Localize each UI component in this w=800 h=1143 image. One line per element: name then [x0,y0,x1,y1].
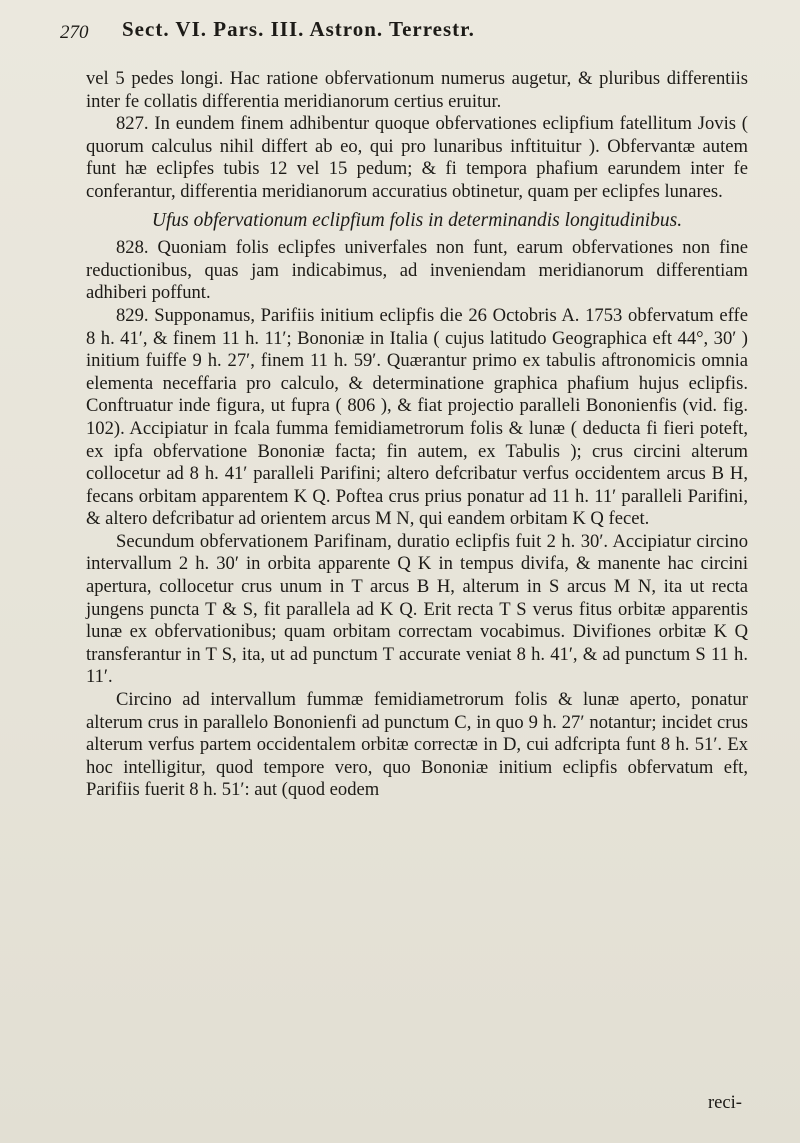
paragraph-1: vel 5 pedes longi. Hac ratione obfervationum numerus augetur, & pluribus differentiis inter fe collatis differentia meridianorum certius eruitur. [86,68,748,112]
page-number: 270 [60,22,89,43]
paragraph-829: 829. Supponamus, Parifiis initium eclipfis die 26 Octobris A. 1753 obfervatum effe 8 h. 41′, & finem 11 h. 11′; Bononiæ in Italia ( cujus latitudo Geographica eft 44°, 30′ ) initium fuiffe 9 h. 27′, finem 11 h. 59′. Quærantur primo ex tabulis aftronomicis omnia elementa neceffaria pro calculo, & determinatione graphica phafium hujus eclipfis. Conftruatur inde figura, ut fupra ( 806 ), & fiat projectio paralleli Bononienfis (vid. fig. 102). Accipiatur in fcala fumma femidiametrorum folis & lunæ ( deducta fi fieri poteft, ex ipfa obfervatione Bononiæ facta; fin autem, ex Tabulis ); crus circini alterum collocetur ad 8 h. 41′ paralleli Parifini; altero defcribatur verfus occidentem arcus B H, fecans orbitam apparentem K Q. Poftea crus prius ponatur ad 11 h. 11′ paralleli Parifini, & altero defcribatur ad orientem arcus M N, qui eandem orbitam K Q fecet. [86,304,748,530]
page-header [60,14,740,48]
section-subheading: Ufus obfervationum eclipfium folis in determinandis longitudinibus. [151,209,683,231]
paragraph-secundum: Secundum obfervationem Parifinam, duratio eclipfis fuit 2 h. 30′. Accipiatur circino intervallum 2 h. 30′ in orbita apparente Q K in tempus divifa, & manente hac circini apertura, collocetur crus unum in T arcus B H, alterum in S arcus M N, ita ut recta jungens puncta T & S, fit parallela ad K Q. Erit recta T S verus fitus orbitæ apparentis lunæ ex obfervationibus; quam orbitam correctam vocabimus. Divifiones orbitæ K Q transferantur in T S, ita, ut ad punctum T accurate veniat 8 h. 41′, & ad punctum S 11 h. 11′. [86,530,748,688]
paragraph-circino: Circino ad intervallum fummæ femidiametrorum folis & lunæ aperto, ponatur alterum crus in parallelo Bononienfi ad punctum C, in quo 9 h. 27′ notantur; incidet crus alterum verfus partem occidentalem orbitæ correctæ in D, cui adfcripta funt 8 h. 51′. Ex hoc intelligitur, quod tempore vero, quo Bononiæ initium eclipfis obfervatum eft, Parifiis fuerit 8 h. 51′: aut (quod eodem [86,689,748,801]
paragraph-827: 827. In eundem finem adhibentur quoque obfervationes eclipfium fatellitum Jovis ( quorum calculus nihil differt ab eo, qui pro lunaribus inftituitur ). Obfervantæ autem funt hæ eclipfes tubis 12 vel 15 pedum; & fi tempora phafium earundem inter fe conferantur, differentia meridianorum accuratius obtinetur, quam per eclipfes lunares. [86,113,748,202]
running-title: Sect. VI. Pars. III. Astron. Terrestr. [122,17,475,41]
paragraph-828: 828. Quoniam folis eclipfes univerfales non funt, earum obfervationes non fine reductionibus, quas jam indicabimus, ad inveniendam meridianorum differentiam adhiberi poffunt. [86,237,748,304]
catchword: reci- [707,1092,742,1114]
